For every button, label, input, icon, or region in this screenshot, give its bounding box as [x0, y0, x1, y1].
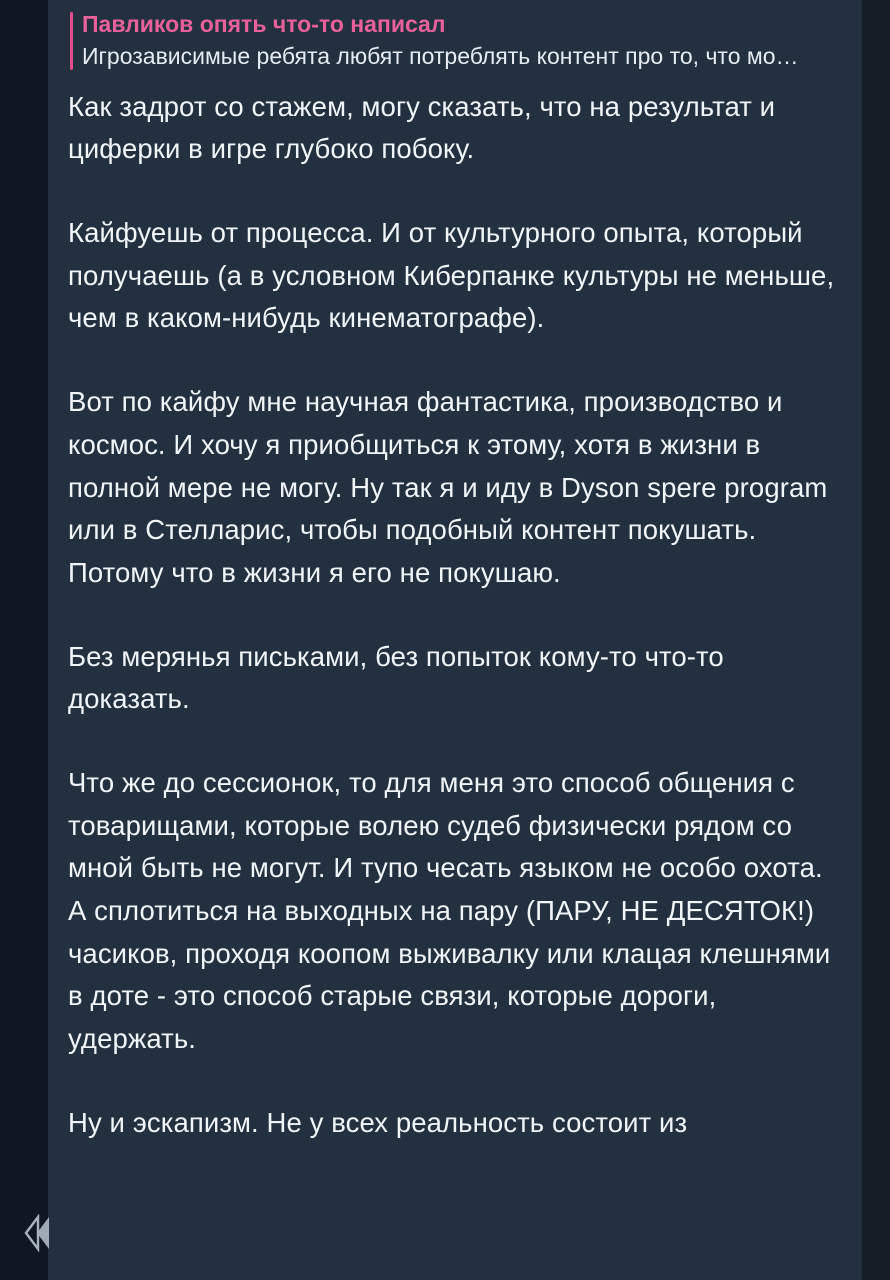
chat-left-gutter	[0, 0, 48, 1280]
quoted-reply-block[interactable]	[70, 10, 846, 72]
message-bubble[interactable]	[48, 0, 862, 1280]
quoted-reply-author: Павликов опять что-то написал	[82, 11, 446, 37]
message-paragraph: Кайфуешь от процесса. И от культурного опыта, который получаешь (а в условном Киберпанке культуры не меньше, чем в каком-нибудь кинематографе).	[68, 217, 835, 334]
quoted-reply-preview: Игрозависимые ребята любят потреблять контент про то, что мо…	[82, 42, 799, 69]
forward-arrows-icon[interactable]	[22, 1214, 56, 1252]
message-paragraph: Без мерянья письками, без попыток кому-то что-то доказать.	[68, 640, 724, 715]
message-paragraph: Ну и эскапизм. Не у всех реальность состоит из	[68, 1106, 688, 1138]
message-paragraph: Как задрот со стажем, могу сказать, что на результат и циферки в игре глубоко побоку.	[68, 90, 776, 165]
message-paragraph: Вот по кайфу мне научная фантастика, производство и космос. И хочу я приобщиться к этому, хотя в жизни в полной мере не могу. Ну так я и иду в Dyson spere program или в Стелларис, чтобы подобный контент покушать. Потому что в жизни я его не покушаю.	[68, 386, 828, 588]
message-paragraph: Что же до сессионок, то для меня это способ общения с товарищами, которые волею судеб физически рядом со мной быть не могут. И тупо чесать языком не особо охота. А сплотиться на выходных на пару (ПАРУ, НЕ ДЕСЯТОК!) часиков, проходя коопом выживалку или клацая клешнями в доте - это способ старые связи, которые дороги, удержать.	[68, 767, 831, 1054]
quoted-reply-accent-bar	[70, 12, 73, 70]
message-text	[68, 86, 844, 1145]
